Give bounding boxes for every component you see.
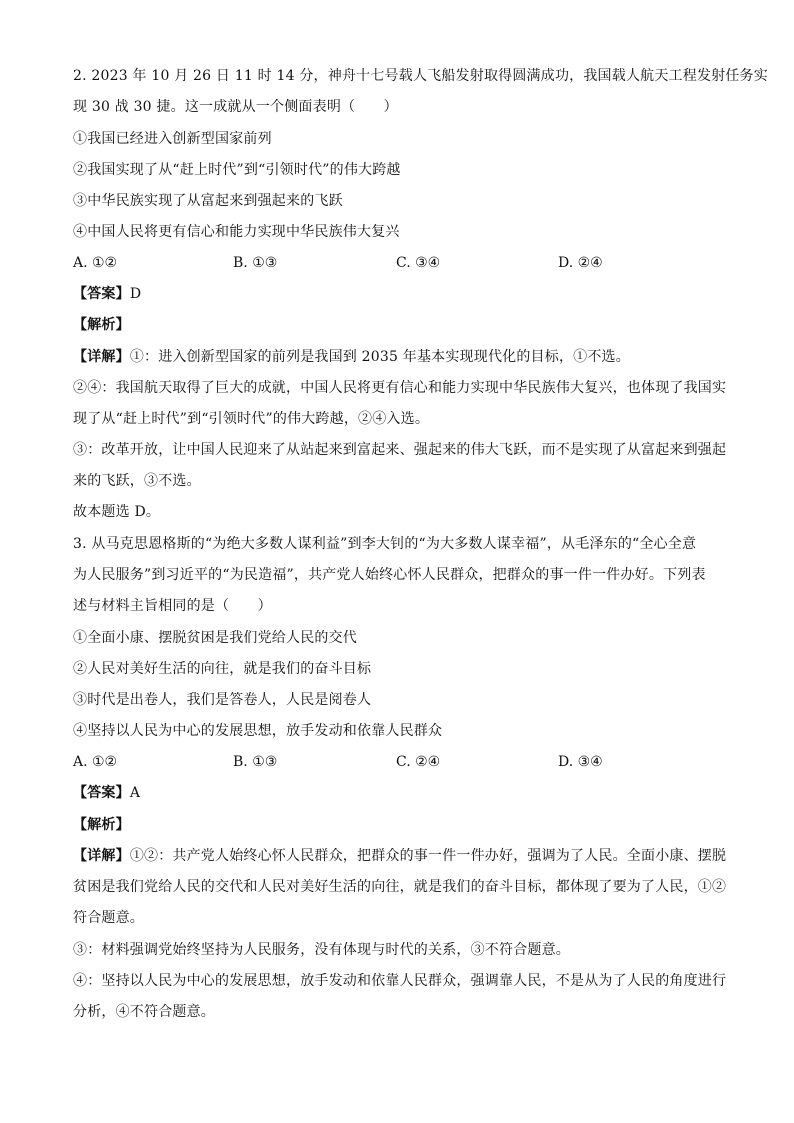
q3-explanation-1 xyxy=(73,846,733,866)
q3-item-1: ①全面小康、摆脱贫困是我们党给人民的交代 xyxy=(73,630,357,646)
q3-analysis-label: 【解析】 xyxy=(73,817,130,833)
q2-item-1: ①我国已经进入创新型国家前列 xyxy=(73,131,272,147)
q3-option-c: C. ②④ xyxy=(396,754,441,770)
q3-answer-value: A xyxy=(129,785,141,801)
q3-option-b: B. ①③ xyxy=(233,754,278,770)
q2-explanation-6: 故本题选 D。 xyxy=(73,504,161,520)
q3-item-3: ③时代是出卷人，我们是答卷人，人民是阅卷人 xyxy=(73,692,372,708)
q2-item-3: ③中华民族实现了从富起来到强起来的飞跃 xyxy=(73,193,343,209)
q2-explanation-4: ③：改革开放，让中国人民迎来了从站起来到富起来、强起来的伟大飞跃，而不是实现了从富起来到强起 xyxy=(73,442,727,458)
q3-stem-line-3: 述与材料主旨相同的是（ ） xyxy=(73,598,272,614)
q3-explanation-2: 贫困是我们党给人民的交代和人民对美好生活的向往，就是我们的奋斗目标，都体现了要为了人民，①② xyxy=(73,879,727,895)
q3-stem-line-2: 为人民服务”到习近平的“为民造福”，共产党人始终心怀人民群众，把群众的事一件一件办好。下列表 xyxy=(73,567,706,583)
q3-item-4: ④坚持以人民为中心的发展思想，放手发动和依靠人民群众 xyxy=(73,723,443,739)
q2-option-b: B. ①③ xyxy=(233,255,278,271)
q2-explanation-3: 现了从“赶上时代”到“引领时代”的伟大跨越，②④入选。 xyxy=(73,411,430,427)
q2-explanation-1 xyxy=(73,347,733,367)
q3-explanation-5: ④：坚持以人民为中心的发展思想，放手发动和依靠人民群众，强调靠人民，不是从为了人民的角度进行 xyxy=(73,973,727,989)
q2-item-2: ②我国实现了从“赶上时代”到“引领时代”的伟大跨越 xyxy=(73,162,401,178)
q3-detail-label: 【详解】 xyxy=(73,848,130,864)
q2-option-a: A. ①② xyxy=(73,255,118,271)
q3-item-2: ②人民对美好生活的向往，就是我们的奋斗目标 xyxy=(73,661,372,677)
q2-option-c: C. ③④ xyxy=(396,255,441,271)
q3-stem-line-1: 3. 从马克思恩格斯的“为绝大多数人谋利益”到李大钊的“为大多数人谋幸福”，从毛泽东的“全心全意 xyxy=(73,536,697,552)
q2-answer-value: D xyxy=(129,286,142,302)
q2-item-4: ④中国人民将更有信心和能力实现中华民族伟大复兴 xyxy=(73,224,400,240)
q3-option-d: D. ③④ xyxy=(558,754,603,770)
q3-answer-label: 【答案】 xyxy=(73,785,130,801)
q2-explanation-1-text: ①：进入创新型国家的前列是我国到 2035 年基本实现现代化的目标，①不选。 xyxy=(129,349,630,365)
q3-explanation-6: 分析，④不符合题意。 xyxy=(73,1004,215,1020)
q3-answer xyxy=(73,783,733,803)
q2-answer xyxy=(73,284,733,304)
q2-stem-line-1: 2. 2023 年 10 月 26 日 11 时 14 分，神舟十七号载人飞船发射取得圆满成功，我国载人航天工程发射任务实 xyxy=(73,68,768,84)
q3-explanation-4: ③：材料强调党始终坚持为人民服务，没有体现与时代的关系，③不符合题意。 xyxy=(73,942,570,958)
q3-option-a: A. ①② xyxy=(73,754,118,770)
q2-answer-label: 【答案】 xyxy=(73,286,130,302)
q2-option-d: D. ②④ xyxy=(558,255,603,271)
q3-explanation-3: 符合题意。 xyxy=(73,910,144,926)
q3-explanation-1-text: ①②：共产党人始终心怀人民群众，把群众的事一件一件办好，强调为了人民。全面小康、摆脱 xyxy=(129,848,727,864)
q2-detail-label: 【详解】 xyxy=(73,349,130,365)
q2-explanation-2: ②④：我国航天取得了巨大的成就，中国人民将更有信心和能力实现中华民族伟大复兴，也体现了我国实 xyxy=(73,380,727,396)
q2-explanation-5: 来的飞跃，③不选。 xyxy=(73,473,201,489)
q2-analysis-label: 【解析】 xyxy=(73,317,130,333)
q2-stem-line-2: 现 30 战 30 捷。这一成就从一个侧面表明（ ） xyxy=(73,99,398,115)
